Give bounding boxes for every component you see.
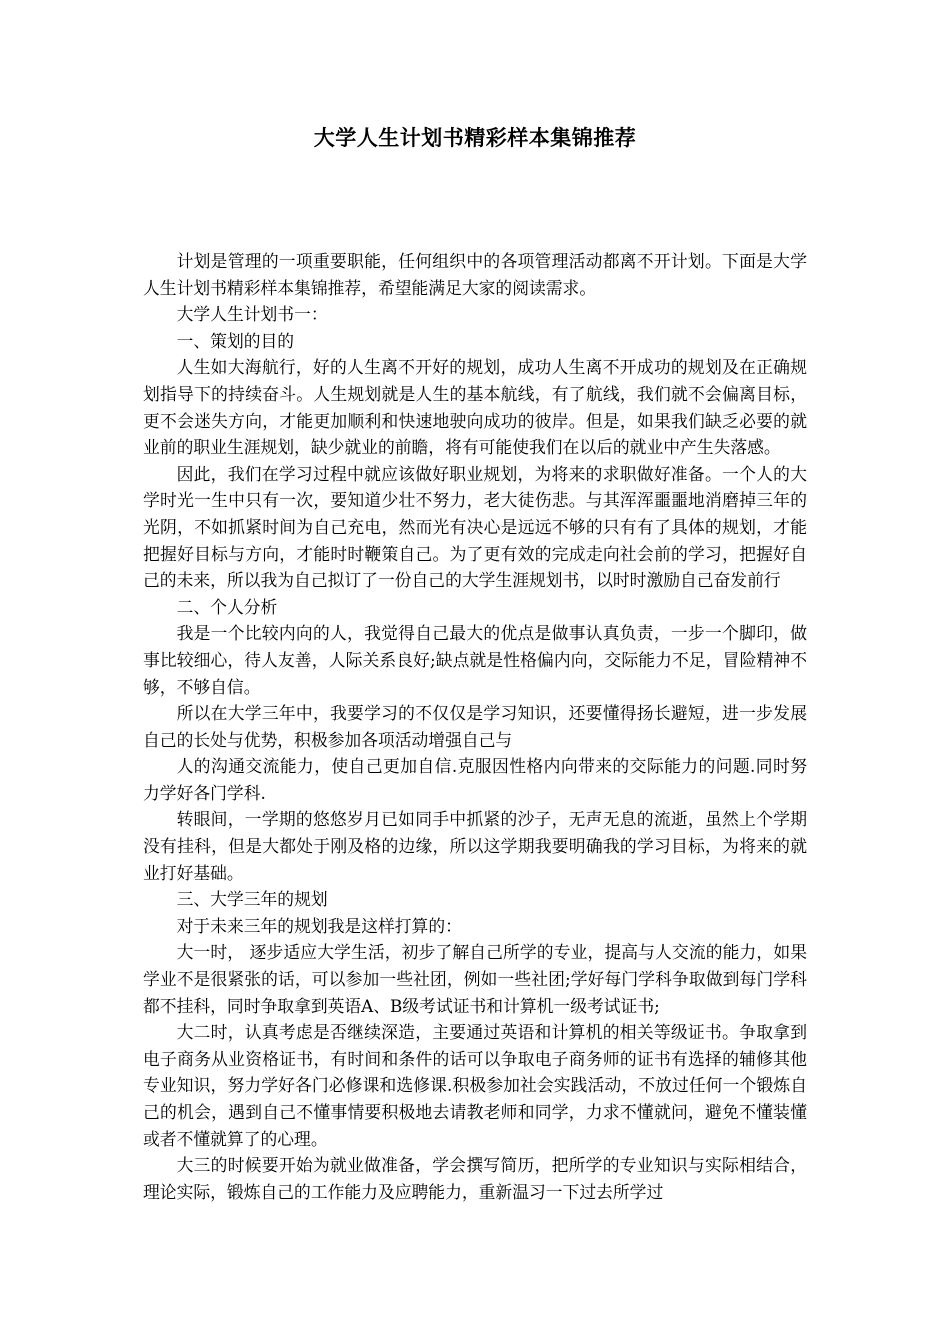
paragraph-junior: 大三的时候要开始为就业做准备，学会撰写简历，把所学的专业知识与实际相结合，理论实际，锻炼自己的工作能力及应聘能力，重新温习一下过去所学过 <box>143 1155 807 1202</box>
paragraph: 人的沟通交流能力，使自己更加自信.克服因性格内向带来的交际能力的问题.同时努力学好各门学科. <box>143 756 807 803</box>
paragraph: 转眼间，一学期的悠悠岁月已如同手中抓紧的沙子，无声无息的流逝，虽然上个学期没有挂科，但是大都处于刚及格的边缘，所以这学期我要明确我的学习目标，为将来的就业打好基础。 <box>143 809 807 883</box>
document-title: 大学人生计划书精彩样本集锦推荐 <box>313 125 637 150</box>
section-heading-three-year-plan: 三、大学三年的规划 <box>176 889 328 910</box>
paragraph: 因此，我们在学习过程中就应该做好职业规划，为将来的求职做好准备。一个人的大学时光一生中只有一次，要知道少壮不努力，老大徒伤悲。与其浑浑噩噩地消磨掉三年的光阴，不如抓紧时间为自己充电，然而光有决心是远远不够的只有有了具体的规划，才能把握好目标与方向，才能时时鞭策自己。为了更有效的完成走向社会前的学习，把握好自己的未来，所以我为自己拟订了一份自己的大学生涯规划书，以时时激励自己奋发前行 <box>143 463 807 591</box>
paragraph: 所以在大学三年中，我要学习的不仅仅是学习知识，还要懂得扬长避短，进一步发展自己的长处与优势，积极参加各项活动增强自己与 <box>143 703 807 750</box>
section-heading-personal-analysis: 二、个人分析 <box>176 596 278 617</box>
paragraph: 对于未来三年的规划我是这样打算的： <box>176 915 462 936</box>
paragraph-plan-one-heading: 大学人生计划书一： <box>176 304 328 325</box>
section-heading-purpose: 一、策划的目的 <box>176 330 295 351</box>
paragraph-intro: 计划是管理的一项重要职能，任何组织中的各项管理活动都离不开计划。下面是大学人生计划书精彩样本集锦推荐，希望能满足大家的阅读需求。 <box>143 251 807 298</box>
paragraph-sophomore: 大二时，认真考虑是否继续深造，主要通过英语和计算机的相关等级证书。争取拿到电子商务从业资格证书，有时间和条件的话可以争取电子商务师的证书有选择的辅修其他专业知识，努力学好各门必修课和选修课.积极参加社会实践活动，不放过任何一个锻炼自己的机会，遇到自己不懂事情要积极地去请教老师和同学，力求不懂就问，避免不懂装懂或者不懂就算了的心理。 <box>143 1022 807 1149</box>
paragraph-freshman: 大一时， 逐步适应大学生活，初步了解自己所学的专业，提高与人交流的能力，如果学业不是很紧张的话，可以参加一些社团，例如一些社团;学好每门学科争取做到每门学科都不挂科，同时争取拿到英语A、B级考试证书和计算机一级考试证书; <box>143 942 807 1016</box>
paragraph: 人生如大海航行，好的人生离不开好的规划，成功人生离不开成功的规划及在正确规划指导下的持续奋斗。人生规划就是人生的基本航线，有了航线，我们就不会偏离目标，更不会迷失方向，才能更加顺利和快速地驶向成功的彼岸。但是，如果我们缺乏必要的就业前的职业生涯规划，缺少就业的前瞻，将有可能使我们在以后的就业中产生失落感。 <box>143 357 807 458</box>
paragraph: 我是一个比较内向的人，我觉得自己最大的优点是做事认真负责，一步一个脚印，做事比较细心，待人友善，人际关系良好;缺点就是性格偏内向，交际能力不足，冒险精神不够，不够自信。 <box>143 623 807 697</box>
document-body <box>143 248 807 1205</box>
